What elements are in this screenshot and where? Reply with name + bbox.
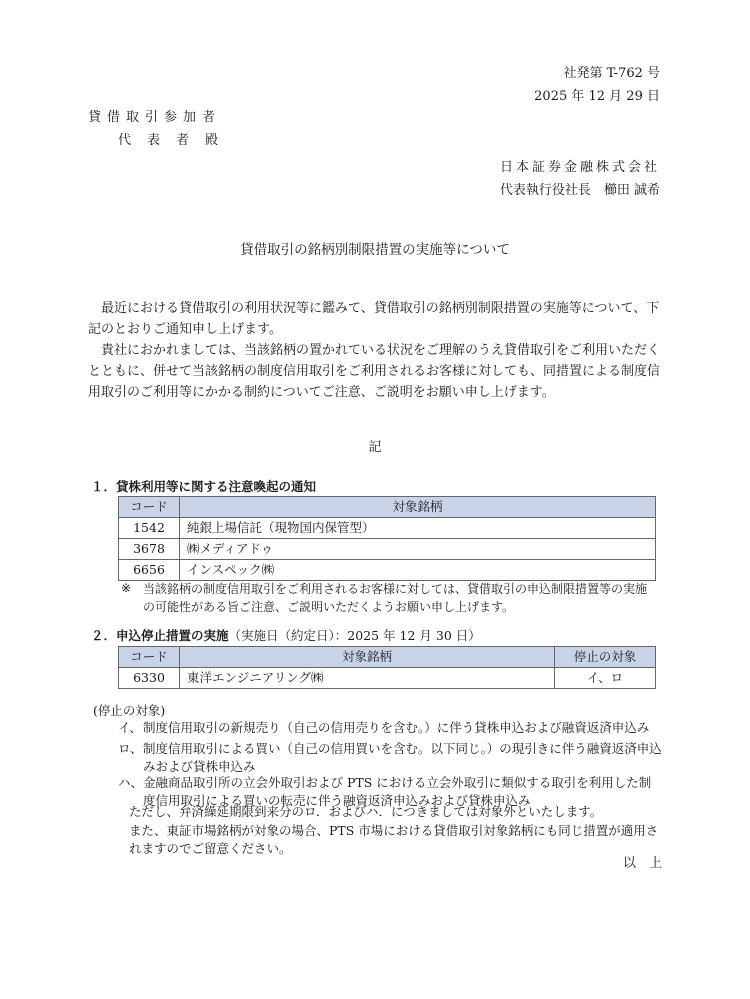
row-code: 6330 xyxy=(119,668,180,689)
stop-targets-label: (停止の対象) xyxy=(93,703,166,718)
table-header-row xyxy=(119,497,656,518)
stop-target-item-i: 制度信用取引の新規売り（自己の信用売りを含む。）に伴う貸株申込および融資返済申込み xyxy=(143,720,650,735)
intro-paragraph-2: 貴社におかれましては、当該銘柄の置かれている状況をご理解のうえ貸借取引をご利用いただくとともに、併せて当該銘柄の制度信用取引をご利用されるお客様に対しても、同措置による制度信用取引のご利用等にかかる制約についてご注意、ご説明をお願い申し上げます。 xyxy=(88,343,661,400)
section2-table xyxy=(118,646,656,689)
ki-mark: 記 xyxy=(368,440,382,455)
row-code: 6656 xyxy=(119,560,180,581)
item-mark-ha: ハ、 xyxy=(118,775,144,790)
section1-note: 当該銘柄の制度信用取引をご利用されるお客様に対しては、貸借取引の申込制限措置等の実施の可能性がある旨ご注意、ご説明いただくようお願い申し上げます。 xyxy=(143,582,648,614)
column-code: コード xyxy=(119,647,180,668)
intro-paragraph-1: 最近における貸借取引の利用状況等に鑑みて、貸借取引の銘柄別制限措置の実施等について、下記のとおりご通知申し上げます。 xyxy=(88,301,660,337)
row-name: 純銀上場信託（現物国内保管型） xyxy=(180,518,656,539)
row-code: 1542 xyxy=(119,518,180,539)
item-mark-ro: ロ、 xyxy=(118,741,143,756)
recipient-line1: 貸借取引参加者 xyxy=(88,110,222,125)
section2-date: （実施日（約定日）：2025 年 12 月 30 日） xyxy=(228,628,481,643)
stop-target-item-ro: 制度信用取引による買い（自己の信用買いを含む。以下同じ。）の現引きに伴う融資返済申込みおよび貸株申込み xyxy=(143,741,662,774)
note-mark: ※ xyxy=(121,581,132,595)
column-target: 停止の対象 xyxy=(555,647,656,668)
row-name: インスペック㈱ xyxy=(180,560,656,581)
document-date: 2025 年 12 月 29 日 xyxy=(534,89,660,104)
section2-heading-line xyxy=(91,630,481,643)
section1-heading: １．貸株利用等に関する注意喚起の通知 xyxy=(91,479,317,494)
table-row xyxy=(119,560,656,581)
exception-note: ただし、弁済繰延期限到来分のロ．およびハ．につきましては対象外といたします。 xyxy=(129,804,603,819)
row-name: ㈱メディアドゥ xyxy=(180,539,656,560)
table-row xyxy=(119,518,656,539)
column-name: 対象銘柄 xyxy=(180,497,656,518)
sender-title: 代表執行役社長 櫛田 誠希 xyxy=(499,183,660,198)
row-target: イ、ロ xyxy=(555,668,656,689)
intro-text xyxy=(88,298,660,403)
table-row xyxy=(119,539,656,560)
document-title: 貸借取引の銘柄別制限措置の実施等について xyxy=(240,242,510,258)
item-mark-i: イ、 xyxy=(118,720,142,735)
row-code: 3678 xyxy=(119,539,180,560)
stop-target-item-ha: 金融商品取引所の立会外取引および PTS における立会外取引に類似する取引を利用した制度信用取引による買いの転売に伴う融資返済申込みおよび貸株申込み xyxy=(143,775,652,808)
pts-note: また、東証市場銘柄が対象の場合、PTS 市場における貸借取引対象銘柄にも同じ措置が適用されますのでご留意ください。 xyxy=(129,823,659,856)
row-name: 東洋エンジニアリング㈱ xyxy=(180,668,555,689)
sender-company: 日本証券金融株式会社 xyxy=(499,160,660,175)
table-header-row xyxy=(119,647,656,668)
column-name: 対象銘柄 xyxy=(180,647,555,668)
document-number: 社発第 T-762 号 xyxy=(563,66,660,81)
recipient-line2: 代表者殿 xyxy=(118,133,235,148)
table-row xyxy=(119,668,656,689)
column-code: コード xyxy=(119,497,180,518)
closing-mark: 以 上 xyxy=(622,856,662,871)
section2-heading: ２．申込停止措置の実施 xyxy=(91,628,229,643)
section1-table xyxy=(118,496,656,581)
